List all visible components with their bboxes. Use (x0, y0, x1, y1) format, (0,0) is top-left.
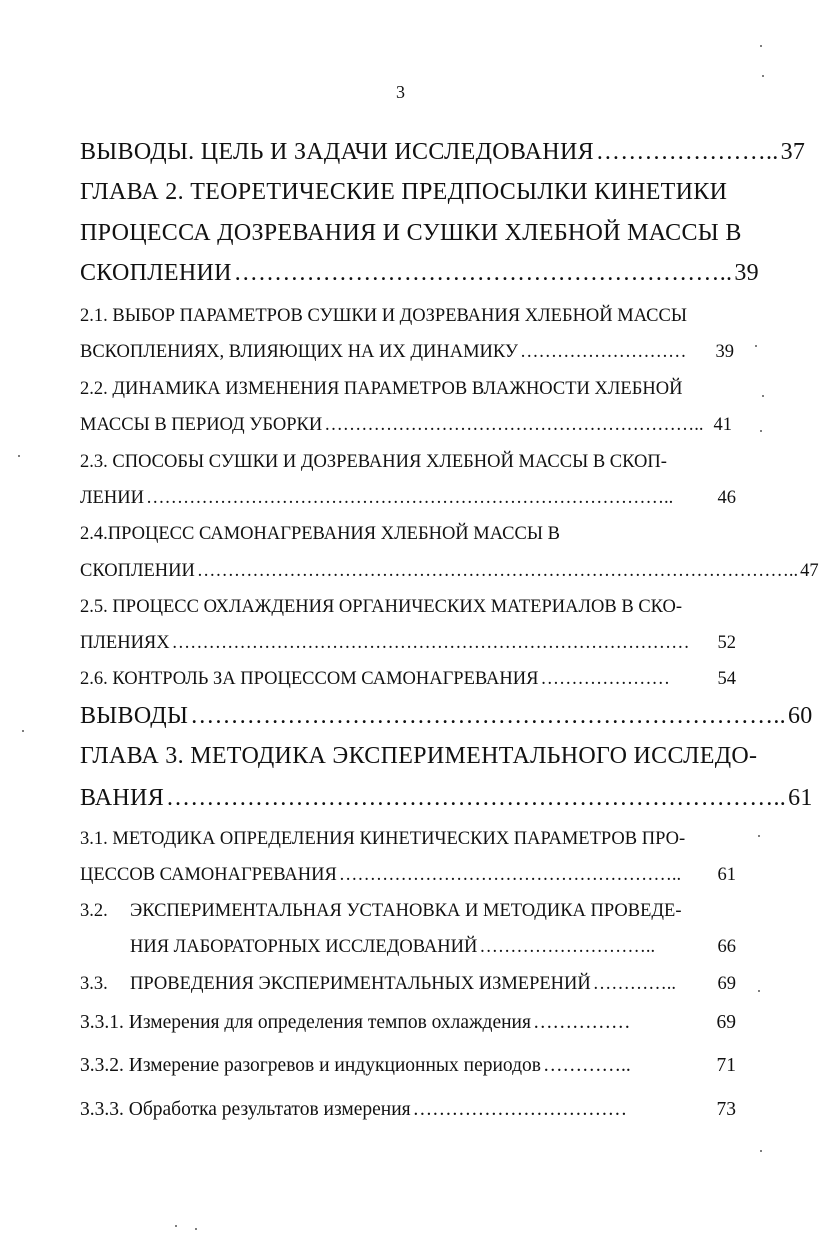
toc-entry (80, 380, 682, 399)
toc-page-number: 69 (717, 974, 736, 994)
toc-entry-title: ЛЕНИИ (80, 488, 144, 508)
toc-entry (80, 866, 736, 885)
toc-entry-title: ГЛАВА 3. МЕТОДИКА ЭКСПЕРИМЕНТАЛЬНОГО ИССЛЕДО- (80, 743, 758, 769)
toc-entry-title: 3.3.3. Обработка результатов измерения (80, 1099, 411, 1120)
toc-entry-title: НИЯ ЛАБОРАТОРНЫХ ИССЛЕДОВАНИЙ (130, 937, 478, 957)
toc-page-number: 61 (717, 865, 736, 885)
toc-leader-dots: …………… (532, 1012, 631, 1033)
toc-page-number: 54 (717, 669, 736, 689)
toc-entry-title: ВЫВОДЫ. ЦЕЛЬ И ЗАДАЧИ ИССЛЕДОВАНИЯ (80, 139, 594, 165)
scan-speck (760, 45, 762, 47)
toc-leader-dots: …………………………………………………….. (324, 415, 704, 435)
toc-entry (80, 453, 667, 472)
scan-speck (762, 75, 764, 77)
scan-speck (762, 395, 764, 397)
toc-page-number: 73 (716, 1099, 736, 1120)
toc-entry-title: ЭКСПЕРИМЕНТАЛЬНАЯ УСТАНОВКА И МЕТОДИКА ПРОВЕДЕ- (130, 901, 682, 921)
toc-entry-title: 3.3.1. Измерения для определения темпов охлаждения (80, 1012, 531, 1033)
toc-entry-title: 2.3. СПОСОБЫ СУШКИ И ДОЗРЕВАНИЯ ХЛЕБНОЙ МАССЫ В СКОП- (80, 452, 667, 472)
toc-leader-dots: ………………………………………………………………………….. (145, 488, 674, 508)
toc-leader-dots: ……………………………………………………………….. (190, 703, 786, 729)
page-number: 3 (396, 82, 405, 102)
toc-entry-title: ЦЕССОВ САМОНАГРЕВАНИЯ (80, 865, 337, 885)
toc-entry (80, 1056, 736, 1076)
toc-entry-number: 3.3. (80, 974, 108, 994)
toc-entry-title: ВСКОПЛЕНИЯХ, ВЛИЯЮЩИХ НА ИХ ДИНАМИКУ (80, 342, 518, 362)
toc-entry-title: 2.4.ПРОЦЕСС САМОНАГРЕВАНИЯ ХЛЕБНОЙ МАССЫ В (80, 524, 560, 544)
toc-page-number: 71 (716, 1055, 736, 1076)
toc-entry (80, 221, 742, 245)
scan-speck (760, 430, 762, 432)
toc-page-number: 39 (734, 260, 759, 286)
toc-leader-dots: ………………… (540, 669, 670, 689)
toc-page-number: 39 (715, 342, 734, 362)
toc-entry-title: СКОПЛЕНИИ (80, 561, 195, 581)
toc-page-number: 47 (800, 561, 819, 581)
toc-entry (80, 525, 560, 544)
toc-entry (80, 703, 813, 729)
toc-entry (80, 975, 736, 994)
toc-entry-title: 2.6. КОНТРОЛЬ ЗА ПРОЦЕССОМ САМОНАГРЕВАНИЯ (80, 669, 539, 689)
toc-entry (80, 902, 750, 921)
toc-leader-dots: ………….. (592, 974, 677, 994)
toc-entry-title: 3.3.2. Измерение разогревов и индукционных периодов (80, 1055, 542, 1076)
toc-entry (80, 634, 736, 653)
toc-entry-title: ПРОВЕДЕНИЯ ЭКСПЕРИМЕНТАЛЬНЫХ ИЗМЕРЕНИЙ (130, 974, 591, 994)
toc-page-number: 37 (780, 139, 806, 165)
toc-entry-title: МАССЫ В ПЕРИОД УБОРКИ (80, 415, 323, 435)
toc-leader-dots: …………………………………………………….. (233, 260, 733, 286)
toc-entry (80, 260, 759, 286)
toc-entry-title: 2.2. ДИНАМИКА ИЗМЕНЕНИЯ ПАРАМЕТРОВ ВЛАЖНОСТИ ХЛЕБНОЙ (80, 379, 683, 399)
toc-page-number: 52 (717, 633, 736, 653)
scan-speck (195, 1228, 197, 1230)
toc-leader-dots: ……………………….. (479, 937, 656, 957)
toc-entry (80, 743, 758, 769)
scan-speck (758, 990, 760, 992)
toc-page-number: 41 (713, 415, 732, 435)
toc-leader-dots: ………….. (543, 1055, 631, 1076)
toc-entry (80, 785, 813, 811)
toc-entry-title: 3.1. МЕТОДИКА ОПРЕДЕЛЕНИЯ КИНЕТИЧЕСКИХ ПАРАМЕТРОВ ПРО- (80, 829, 686, 849)
toc-entry-title: 2.1. ВЫБОР ПАРАМЕТРОВ СУШКИ И ДОЗРЕВАНИЯ ХЛЕБНОЙ МАССЫ (80, 306, 687, 326)
toc-leader-dots: …………………………… (412, 1099, 628, 1120)
toc-page-number: 61 (788, 785, 813, 811)
toc-entry-title: ПЛЕНИЯХ (80, 633, 170, 653)
toc-entry (130, 938, 736, 957)
toc-entry (80, 139, 806, 165)
toc-entry (80, 830, 750, 849)
scan-speck (18, 455, 20, 457)
toc-page-number: 69 (716, 1012, 736, 1033)
toc-leader-dots: …………………………………………………………………………………….. (196, 561, 799, 581)
toc-entry (80, 561, 819, 581)
toc-entry (80, 180, 727, 204)
toc-entry-title: СКОПЛЕНИИ (80, 260, 232, 286)
toc-entry (80, 307, 687, 326)
toc-leader-dots: ……………………… (519, 342, 687, 362)
toc-leader-dots: ………………………………………………………………………… (171, 633, 690, 653)
toc-entry-title: ПРОЦЕССА ДОЗРЕВАНИЯ И СУШКИ ХЛЕБНОЙ МАССЫ В (80, 220, 742, 246)
toc-page-number: 60 (788, 703, 813, 729)
toc-entry (80, 416, 732, 435)
toc-page-number: 46 (717, 488, 736, 508)
scan-speck (758, 835, 760, 837)
toc-leader-dots: ………………….. (595, 139, 779, 165)
scan-speck (755, 345, 757, 347)
toc-entry-number: 3.2. (80, 901, 108, 921)
scan-speck (760, 1150, 762, 1152)
toc-entry (80, 489, 736, 508)
scan-speck (22, 730, 24, 732)
toc-entry (80, 598, 682, 617)
toc-leader-dots: ……………………………………………….. (338, 865, 682, 885)
toc-entry-title: ГЛАВА 2. ТЕОРЕТИЧЕСКИЕ ПРЕДПОСЫЛКИ КИНЕТИКИ (80, 179, 728, 205)
toc-entry-title: 2.5. ПРОЦЕСС ОХЛАЖДЕНИЯ ОРГАНИЧЕСКИХ МАТЕРИАЛОВ В СКО- (80, 597, 683, 617)
toc-entry (80, 1100, 736, 1120)
toc-entry-title: ВАНИЯ (80, 785, 164, 811)
toc-entry (80, 343, 734, 362)
toc-entry (80, 1013, 736, 1033)
toc-entry-title: ВЫВОДЫ (80, 703, 189, 729)
toc-entry (80, 670, 736, 689)
toc-leader-dots: ………………………………………………………………….. (166, 785, 787, 811)
toc-page-number: 66 (717, 937, 736, 957)
scan-speck (175, 1225, 177, 1227)
